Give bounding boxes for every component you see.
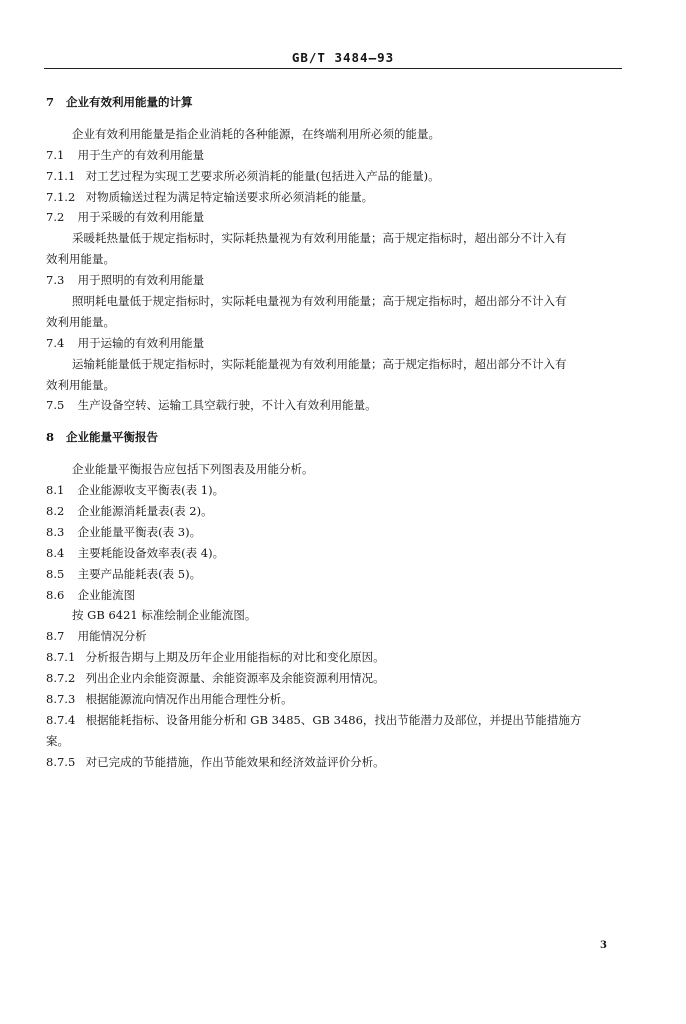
clause-title: 用能情况分析 (77, 629, 147, 644)
clause-8-3 (46, 522, 624, 543)
clause-8-4 (46, 543, 624, 564)
clause-number: 8.3 (46, 524, 65, 539)
page-number: 3 (600, 940, 607, 951)
clause-number: 8.7.2 (46, 671, 76, 686)
clause-7-1 (46, 145, 624, 166)
clause-number: 7.1.2 (46, 189, 76, 204)
clause-title: 用于照明的有效利用能量 (77, 273, 205, 288)
clause-number: 7.1.1 (46, 168, 76, 183)
section-title: 企业能量平衡报告 (66, 430, 159, 445)
clause-text: 列出企业内余能资源量、余能资源率及余能资源利用情况。 (85, 671, 385, 686)
clause-title: 用于生产的有效利用能量 (77, 147, 205, 162)
clause-7-2-body-cont: 效利用能量。 (46, 252, 115, 267)
clause-text: 企业能源收支平衡表(表 1)。 (77, 483, 225, 498)
clause-7-5 (46, 395, 624, 416)
clause-8-7-3 (46, 689, 624, 710)
clause-8-5 (46, 564, 624, 585)
section-7-intro: 企业有效利用能量是指企业消耗的各种能源，在终端利用所必须的能量。 (72, 126, 440, 141)
clause-7-3-body: 照明耗电量低于规定指标时，实际耗电量视为有效利用能量；高于规定指标时，超出部分不计入有 (72, 294, 567, 309)
section-8-heading (46, 427, 624, 448)
clause-number: 7.5 (46, 398, 65, 413)
clause-number: 8.1 (46, 483, 65, 498)
clause-number: 8.7.1 (46, 650, 76, 665)
clause-7-2 (46, 207, 624, 228)
clause-8-7-5 (46, 752, 624, 773)
clause-text: 企业能源消耗量表(表 2)。 (77, 504, 213, 519)
clause-text: 根据能源流向情况作出用能合理性分析。 (85, 692, 293, 707)
header-rule (44, 68, 622, 69)
clause-title: 企业能流图 (77, 587, 136, 602)
clause-text: 根据能耗指标、设备用能分析和 GB 3485、GB 3486，找出节能潜力及部位，并提出节能措施方 (85, 712, 582, 727)
document-body (46, 92, 624, 773)
clause-number: 8.7 (46, 629, 65, 644)
clause-title: 用于采暖的有效利用能量 (77, 210, 205, 225)
clause-8-7-4-cont: 案。 (46, 733, 69, 748)
clause-7-1-2 (46, 187, 624, 208)
clause-8-7-2 (46, 668, 624, 689)
clause-8-6 (46, 585, 624, 606)
clause-number: 8.7.5 (46, 754, 76, 769)
clause-text: 对已完成的节能措施，作出节能效果和经济效益评价分析。 (85, 754, 385, 769)
clause-8-1 (46, 480, 624, 501)
clause-text: 主要产品能耗表(表 5)。 (77, 566, 202, 581)
clause-7-4 (46, 333, 624, 354)
clause-text: 对工艺过程为实现工艺要求所必须消耗的能量(包括进入产品的能量)。 (85, 168, 440, 183)
clause-7-2-body: 采暖耗热量低于规定指标时，实际耗热量视为有效利用能量；高于规定指标时，超出部分不计入有 (72, 231, 567, 246)
standard-number: GB/T 3484—93 (291, 50, 395, 65)
clause-number: 7.1 (46, 147, 65, 162)
clause-number: 8.7.4 (46, 712, 76, 727)
section-title: 企业有效利用能量的计算 (66, 95, 193, 109)
section-number: 7 (46, 95, 55, 109)
clause-number: 8.4 (46, 545, 65, 560)
clause-number: 7.4 (46, 335, 65, 350)
clause-text: 生产设备空转、运输工具空载行驶，不计入有效利用能量。 (77, 398, 377, 413)
clause-7-3-body-cont: 效利用能量。 (46, 314, 115, 329)
clause-number: 7.2 (46, 210, 65, 225)
clause-number: 8.6 (46, 587, 65, 602)
clause-text: 主要耗能设备效率表(表 4)。 (77, 545, 225, 560)
clause-7-3 (46, 270, 624, 291)
clause-8-7-1 (46, 647, 624, 668)
clause-number: 7.3 (46, 273, 65, 288)
clause-text: 分析报告期与上期及历年企业用能指标的对比和变化原因。 (85, 650, 385, 665)
page-header (0, 50, 686, 65)
clause-8-2 (46, 501, 624, 522)
clause-7-1-1 (46, 166, 624, 187)
clause-text: 企业能量平衡表(表 3)。 (77, 524, 202, 539)
clause-7-4-body: 运输耗能量低于规定指标时，实际耗能量视为有效利用能量；高于规定指标时，超出部分不计入有 (72, 356, 567, 371)
clause-8-6-body: 按 GB 6421 标准绘制企业能流图。 (72, 608, 257, 623)
clause-title: 用于运输的有效利用能量 (77, 335, 205, 350)
section-number: 8 (46, 430, 55, 445)
clause-number: 8.5 (46, 566, 65, 581)
clause-number: 8.2 (46, 504, 65, 519)
section-7-heading (46, 92, 624, 113)
clause-number: 8.7.3 (46, 692, 76, 707)
section-8-intro: 企业能量平衡报告应包括下列图表及用能分析。 (72, 462, 314, 477)
clause-text: 对物质输送过程为满足特定输送要求所必须消耗的能量。 (85, 189, 374, 204)
clause-8-7 (46, 626, 624, 647)
clause-7-4-body-cont: 效利用能量。 (46, 377, 115, 392)
clause-8-7-4 (46, 710, 624, 731)
